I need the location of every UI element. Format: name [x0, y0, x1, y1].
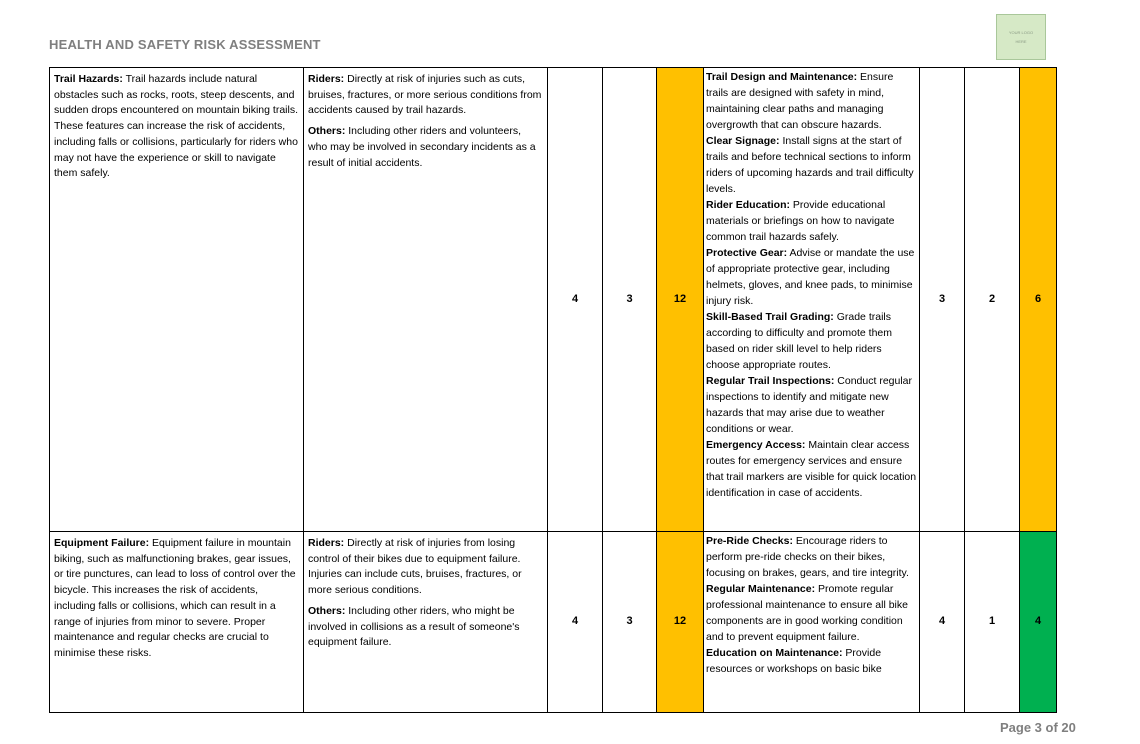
control-measure: Education on Maintenance: Provide resources or workshops on basic bike	[706, 647, 882, 675]
control-measure: Rider Education: Provide educational materials or briefings on how to navigate common trail hazards safely.	[706, 199, 895, 243]
control-measures-cell	[704, 68, 920, 532]
severity-cell: 3	[603, 532, 657, 713]
likelihood-cell: 4	[548, 68, 603, 532]
document-title: HEALTH AND SAFETY RISK ASSESSMENT	[49, 37, 321, 52]
residual-risk-cell: 4	[1020, 532, 1057, 713]
logo-text: HERE	[1015, 39, 1027, 44]
control-measure: Skill-Based Trail Grading: Grade trails according to difficulty and promote them based on rider skill level to help riders choose appropriate routes.	[706, 311, 892, 371]
control-measure: Emergency Access: Maintain clear access routes for emergency services and ensure that trail markers are visible for quick location identification in case of accidents.	[706, 439, 917, 499]
control-measure: Pre-Ride Checks: Encourage riders to perform pre-ride checks on their bikes, focusing on brakes, gears, and tire integrity.	[706, 535, 909, 579]
risk-assessment-table	[49, 67, 1057, 713]
residual-risk-cell: 6	[1020, 68, 1057, 532]
residual-likelihood-cell: 3	[920, 68, 965, 532]
residual-likelihood-cell: 4	[920, 532, 965, 713]
logo-text: YOUR LOGO	[1008, 30, 1034, 35]
who-at-risk-entry: Others: Including other riders, who might be involved in collisions as a result of someone's equipment failure.	[308, 604, 520, 649]
table-row	[50, 532, 1057, 713]
likelihood-cell: 4	[548, 532, 603, 713]
control-measures-cell	[704, 532, 920, 713]
hazard-cell: Trail Hazards: Trail hazards include natural obstacles such as rocks, roots, steep descents, and sudden drops encountered on mountain biking trails. These features can increase the risk of accidents, including falls or collisions, particularly for riders who may not have the experience or skill to navigate them safely.	[50, 68, 304, 532]
who-at-risk-cell	[304, 68, 548, 532]
logo-placeholder	[996, 14, 1046, 60]
control-measure: Trail Design and Maintenance: Ensure trails are designed with safety in mind, maintaining clear paths and managing overgrowth that can obscure hazards.	[706, 71, 894, 131]
control-measure: Regular Trail Inspections: Conduct regular inspections to identify and mitigate new hazards that may arise due to weather conditions or wear.	[706, 375, 913, 435]
control-measure: Protective Gear: Advise or mandate the use of appropriate protective gear, including helmets, gloves, and knee pads, to minimise injury risk.	[706, 247, 915, 307]
page-number: Page 3 of 20	[1000, 720, 1076, 735]
control-measure: Clear Signage: Install signs at the start of trails and before technical sections to inform riders of upcoming hazards and trail difficulty levels.	[706, 135, 914, 195]
who-at-risk-entry: Riders: Directly at risk of injuries from losing control of their bikes due to equipment failure. Injuries can include cuts, bruises, fractures, or more serious conditions.	[308, 537, 522, 597]
hazard-cell: Equipment Failure: Equipment failure in mountain biking, such as malfunctioning brakes, gear issues, or tire punctures, can lead to loss of control over the bicycle. This increases the risk of accidents, including falls or collisions, which can result in a range of injuries from minor to severe. Proper maintenance and regular checks are crucial to minimise these risks.	[50, 532, 304, 713]
control-measure: Regular Maintenance: Promote regular professional maintenance to ensure all bike components are in good working condition and to prevent equipment failure.	[706, 583, 908, 643]
who-at-risk-entry: Others: Including other riders and volunteers, who may be involved in secondary incidents as a result of initial accidents.	[308, 125, 536, 169]
who-at-risk-entry: Riders: Directly at risk of injuries such as cuts, bruises, fractures, or more serious conditions from accidents caused by trail hazards.	[308, 73, 542, 117]
risk-rating-cell: 12	[657, 68, 704, 532]
table-row	[50, 68, 1057, 532]
severity-cell: 3	[603, 68, 657, 532]
residual-severity-cell: 2	[965, 68, 1020, 532]
risk-rating-cell: 12	[657, 532, 704, 713]
residual-severity-cell: 1	[965, 532, 1020, 713]
who-at-risk-cell	[304, 532, 548, 713]
